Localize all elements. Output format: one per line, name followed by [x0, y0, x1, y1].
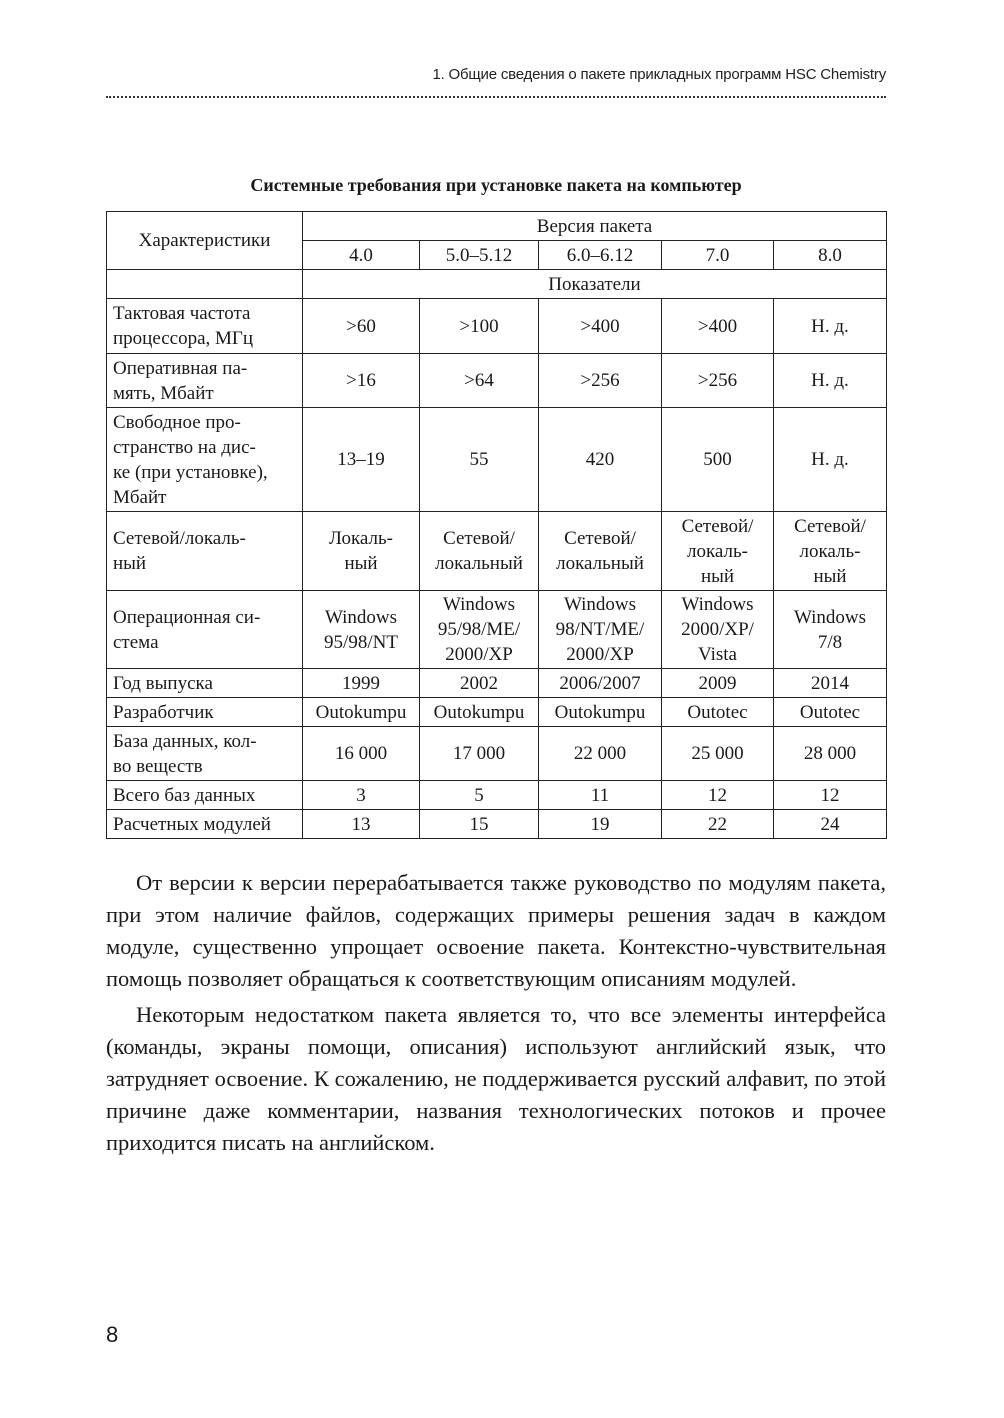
value-cell [420, 408, 539, 512]
value-cell [539, 698, 662, 727]
body-text [106, 867, 886, 1163]
value-line: >64 [464, 370, 494, 391]
value-cell [774, 669, 887, 698]
value-cell [303, 512, 420, 591]
value-line: 12 [708, 784, 727, 806]
row-label [107, 591, 303, 669]
value-cell [420, 591, 539, 669]
value-cell [774, 781, 887, 810]
table-row [107, 698, 887, 727]
row-label [107, 781, 303, 810]
value-line: Сетевой/ [564, 528, 636, 549]
value-line: 1999 [342, 672, 380, 694]
paragraph: Некоторым недостатком пакета является то, что все элементы интерфейса (команды, экраны помощи, описания) используют английский язык, что затрудняет освоение. К сожалению, не поддерживается русский алфавит, по этой причине даже комментарии, названия технологических потоков и прочее приходится писать на английском. [106, 1002, 886, 1155]
table-row [107, 512, 887, 591]
value-line: ный [813, 565, 847, 587]
table-row [107, 354, 887, 408]
row-header-cell [107, 212, 303, 270]
row-label-line: База данных, кол- [113, 730, 257, 752]
table-row [107, 727, 887, 781]
row-label-line: Год выпуска [113, 672, 213, 694]
value-cell [303, 810, 420, 839]
version-header: 4.0 [303, 241, 420, 270]
row-label-line: Разработчик [113, 701, 214, 723]
value-line: >256 [580, 370, 620, 391]
value-cell [774, 408, 887, 512]
value-line: 2006/2007 [559, 672, 641, 694]
row-label-line: Расчетных модулей [113, 813, 271, 835]
row-label-line: Тактовая частота [113, 303, 251, 324]
value-line: Windows [793, 606, 867, 628]
value-line: Outokumpu [433, 701, 525, 723]
value-line: >256 [697, 370, 738, 391]
value-line: 24 [820, 813, 840, 835]
row-label-line: мять, Мбайт [113, 382, 214, 404]
value-line: Сетевой/ [794, 515, 866, 537]
value-line: 2002 [460, 672, 498, 694]
value-line: 15 [469, 813, 489, 835]
value-line: Н. д. [811, 370, 849, 391]
value-line: 13 [351, 813, 371, 835]
version-group-header: Версия пакета [303, 212, 887, 241]
value-line: 98/NT/ME/ [555, 619, 645, 640]
row-label [107, 669, 303, 698]
value-line: локаль- [687, 540, 748, 562]
value-cell [420, 512, 539, 591]
row-label-line: во веществ [113, 755, 203, 777]
value-line: Outokumpu [554, 701, 646, 723]
value-line: Н. д. [811, 315, 849, 337]
version-header: 8.0 [774, 241, 887, 270]
value-cell [420, 669, 539, 698]
row-label [107, 512, 303, 591]
table-row [107, 781, 887, 810]
value-line: >60 [346, 315, 376, 337]
version-header: 6.0–6.12 [539, 241, 662, 270]
value-line: 16 000 [334, 743, 388, 764]
value-line: Сетевой/ [681, 515, 754, 537]
value-cell [539, 781, 662, 810]
value-line: >16 [346, 370, 376, 391]
value-cell [539, 512, 662, 591]
empty-header-cell [107, 270, 303, 299]
value-cell [662, 591, 774, 669]
value-cell [662, 354, 774, 408]
value-cell [420, 354, 539, 408]
value-line: 2000/XP [566, 644, 634, 665]
value-line: Локаль- [329, 528, 393, 549]
value-cell [420, 727, 539, 781]
value-line: 11 [590, 784, 610, 806]
value-cell [662, 727, 774, 781]
value-line: 3 [356, 784, 366, 806]
value-cell [539, 591, 662, 669]
value-cell [774, 727, 887, 781]
value-cell [420, 810, 539, 839]
value-cell [303, 299, 420, 354]
table-caption: Системные требования при установке пакета на компьютер [250, 175, 742, 195]
table-row [107, 591, 887, 669]
value-cell [303, 781, 420, 810]
value-line: Windows [442, 594, 516, 615]
system-requirements-table [106, 211, 887, 839]
value-cell [662, 810, 774, 839]
value-line: Windows [324, 606, 398, 628]
value-cell [774, 299, 887, 354]
indicators-header: Показатели [303, 270, 887, 299]
value-cell [774, 810, 887, 839]
value-cell [420, 698, 539, 727]
value-cell [303, 669, 420, 698]
value-line: Outokumpu [315, 701, 407, 723]
table-row [107, 299, 887, 354]
value-line: Windows [563, 594, 637, 615]
value-cell [774, 512, 887, 591]
value-line: Сетевой/ [443, 528, 515, 549]
value-line: >400 [580, 315, 620, 337]
row-label-line: ке (при установке), [113, 461, 268, 483]
value-line: 2000/XP [445, 644, 513, 665]
value-cell [303, 591, 420, 669]
value-cell [303, 354, 420, 408]
value-cell [420, 781, 539, 810]
value-line: 55 [469, 449, 489, 470]
row-label [107, 299, 303, 354]
row-label-line: процессора, МГц [113, 328, 254, 349]
row-label [107, 354, 303, 408]
row-label-line: Оперативная па- [113, 357, 248, 379]
value-line: 22 000 [573, 743, 627, 764]
value-line: 22 [708, 813, 727, 835]
row-header-label: Характеристики [138, 230, 271, 251]
value-line: Vista [698, 644, 737, 665]
value-cell [303, 698, 420, 727]
value-line: Outotec [687, 701, 748, 723]
table-row [107, 810, 887, 839]
row-label-line: Мбайт [113, 486, 167, 508]
value-line: 420 [585, 449, 615, 470]
version-header: 7.0 [662, 241, 774, 270]
value-cell [539, 810, 662, 839]
value-cell [420, 299, 539, 354]
table-row [107, 669, 887, 698]
value-cell [539, 354, 662, 408]
value-line: 2000/XP/ [681, 619, 754, 640]
value-line: 19 [590, 813, 610, 835]
value-line: 2014 [811, 672, 849, 694]
value-cell [539, 727, 662, 781]
row-label [107, 810, 303, 839]
row-label [107, 408, 303, 512]
value-cell [662, 299, 774, 354]
value-cell [662, 781, 774, 810]
value-line: ный [344, 553, 378, 574]
value-line: 25 000 [691, 743, 744, 764]
row-label [107, 727, 303, 781]
row-label [107, 698, 303, 727]
value-line: 5 [474, 784, 484, 806]
row-label-line: стема [113, 631, 159, 653]
value-line: ный [700, 565, 735, 587]
paragraph: От версии к версии перерабатывается также руководство по модулям пакета, при этом наличие файлов, содержащих примеры решения задач в каждом модуле, существенно упрощает освоение пакета. Контекстно-чувствительная помощь позволяет обращаться к соответствующим описаниям модулей. [106, 870, 886, 991]
page-number: 8 [106, 1322, 119, 1347]
value-cell [774, 698, 887, 727]
value-line: 500 [703, 449, 732, 470]
value-cell [774, 354, 887, 408]
value-cell [774, 591, 887, 669]
row-label-line: Сетевой/локаль- [113, 528, 246, 549]
row-label-line: Свободное про- [113, 411, 241, 433]
value-line: 7/8 [817, 631, 843, 653]
value-line: локальный [435, 553, 523, 574]
value-line: 95/98/ME/ [437, 619, 521, 640]
value-line: 28 000 [803, 743, 857, 764]
version-header: 5.0–5.12 [420, 241, 539, 270]
value-cell [662, 698, 774, 727]
value-cell [662, 512, 774, 591]
value-line: 95/98/NT [324, 631, 398, 653]
table-row [107, 408, 887, 512]
value-cell [303, 727, 420, 781]
value-line: Windows [681, 594, 754, 615]
value-line: >100 [459, 315, 499, 337]
row-label-line: Операционная си- [113, 606, 261, 628]
value-cell [303, 408, 420, 512]
value-line: Н. д. [811, 449, 849, 470]
value-line: 12 [820, 784, 840, 806]
value-line: 17 000 [452, 743, 506, 764]
value-line: локаль- [799, 540, 861, 562]
value-cell [539, 669, 662, 698]
value-line: 13–19 [337, 449, 385, 470]
value-line: >400 [697, 315, 738, 337]
header-dotted-rule [106, 96, 886, 98]
value-line: 2009 [698, 672, 737, 694]
value-line: локальный [556, 553, 644, 574]
value-cell [662, 408, 774, 512]
row-label-line: странство на дис- [113, 436, 256, 458]
row-label-line: Всего баз данных [113, 784, 256, 806]
value-cell [539, 299, 662, 354]
row-label-line: ный [113, 553, 147, 574]
value-cell [662, 669, 774, 698]
value-line: Outotec [799, 701, 861, 723]
running-header: 1. Общие сведения о пакете прикладных программ HSC Chemistry [432, 66, 886, 83]
value-cell [539, 408, 662, 512]
